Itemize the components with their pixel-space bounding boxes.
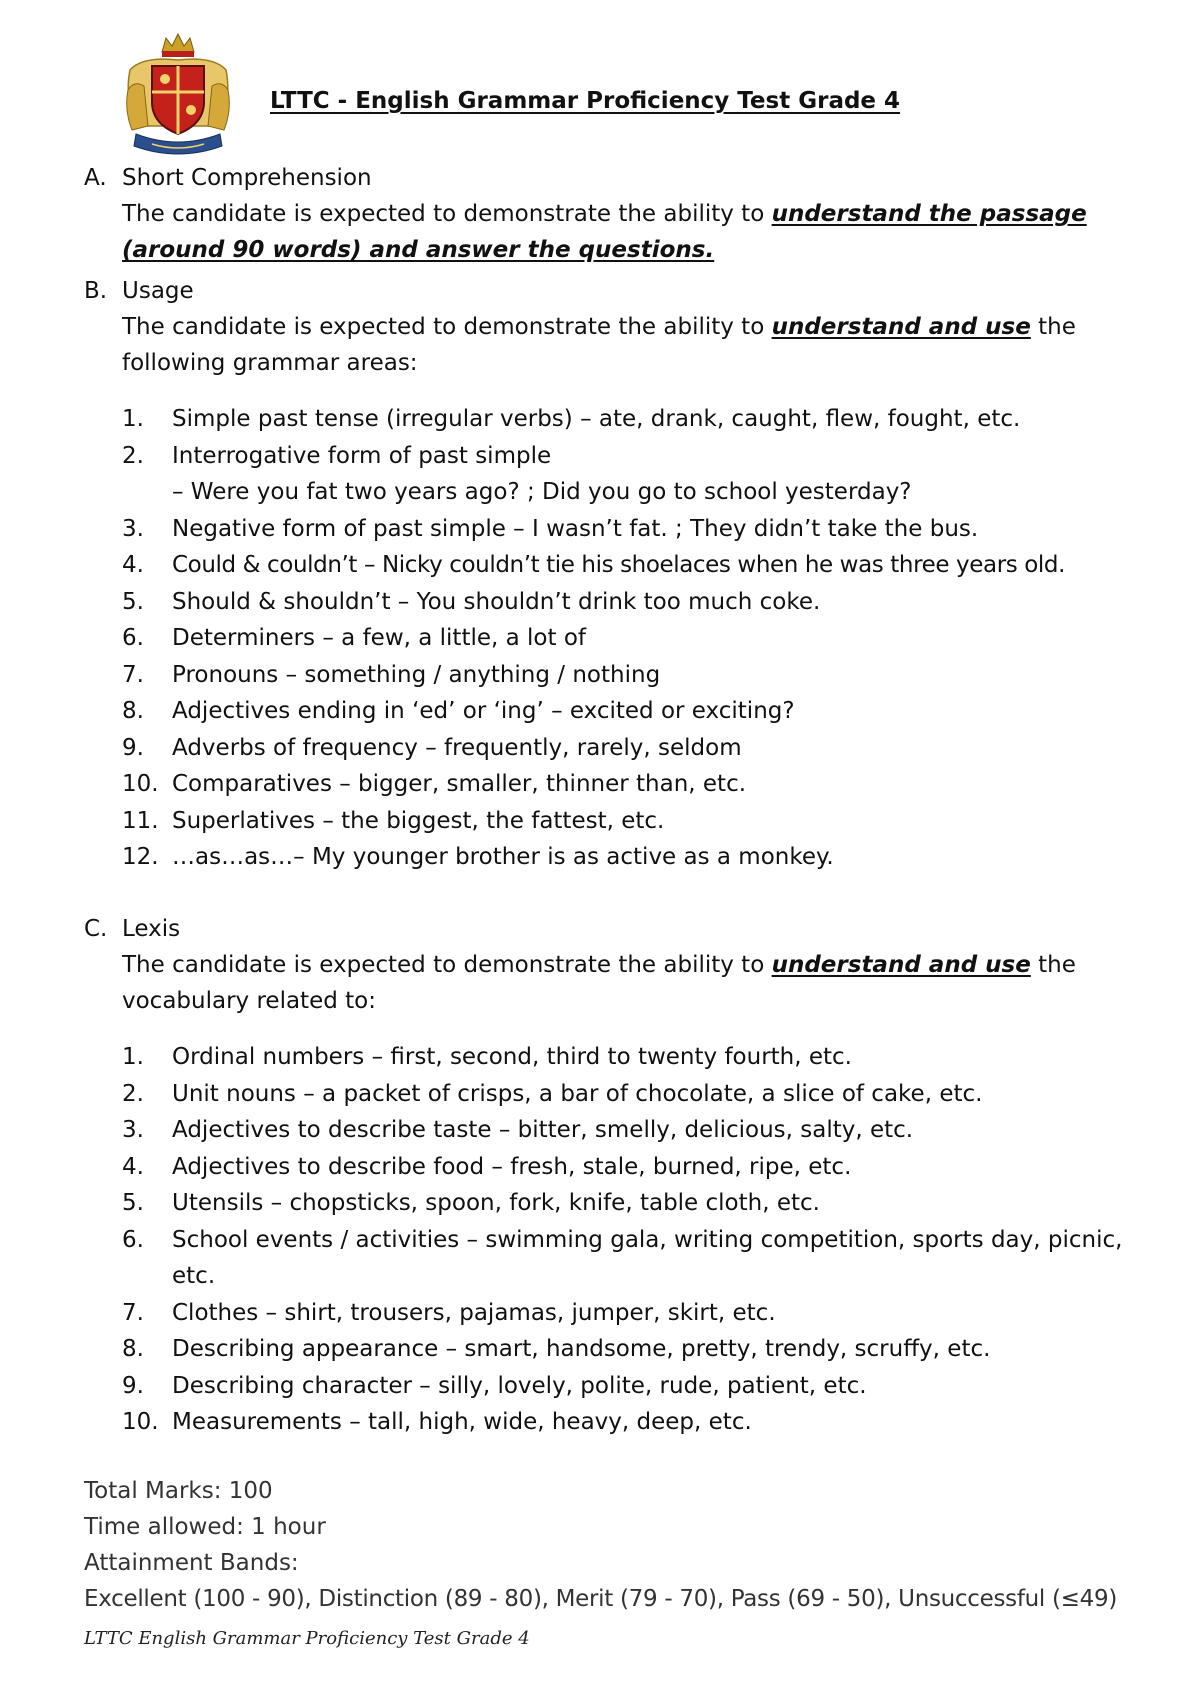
item-number: 6.: [122, 1226, 144, 1253]
item-number: 4.: [122, 552, 144, 578]
section-description: [122, 947, 1134, 1019]
item-text-line: – Were you fat two years ago? ; Did you go to school yesterday?: [172, 479, 912, 505]
list-item: [122, 547, 1134, 584]
item-number: 7.: [122, 661, 144, 688]
item-text: School events / activities – swimming gala, writing competition, sports day, picnic, etc.: [172, 1226, 1123, 1289]
item-text: Describing character – silly, lovely, polite, rude, patient, etc.: [172, 1372, 867, 1399]
item-number: 8.: [122, 698, 144, 724]
bands-label: Attainment Bands:: [84, 1550, 299, 1576]
list-item: [122, 693, 1134, 730]
item-number: 7.: [122, 1299, 144, 1326]
item-text: Utensils – chopsticks, spoon, fork, knife, table cloth, etc.: [172, 1190, 820, 1216]
list-item: [122, 1039, 1134, 1076]
item-number: 10.: [122, 1409, 159, 1435]
item-text: Measurements – tall, high, wide, heavy, deep, etc.: [172, 1409, 752, 1435]
list-item: [122, 1149, 1134, 1186]
section-description: [122, 196, 1134, 268]
item-number: 8.: [122, 1336, 144, 1362]
attainment-bands: Excellent (100 - 90), Distinction (89 - 80), Merit (79 - 70), Pass (69 - 50), Unsuccessful (≤49): [84, 1586, 1117, 1612]
item-number: 11.: [122, 807, 159, 834]
item-number: 10.: [122, 771, 159, 797]
vocabulary-list: [122, 1039, 1134, 1441]
list-item: [122, 1185, 1134, 1222]
section-letter: A.: [84, 165, 107, 191]
list-item: [122, 1076, 1134, 1113]
emphasis-text: understand and use: [771, 952, 1031, 978]
item-text: Adverbs of frequency – frequently, rarely, seldom: [172, 734, 742, 761]
description-text: The candidate is expected to demonstrate the ability to: [122, 952, 772, 978]
section-description: [122, 309, 1134, 381]
item-number: 3.: [122, 1117, 144, 1143]
item-text: Adjectives to describe taste – bitter, smelly, delicious, salty, etc.: [172, 1117, 914, 1143]
item-number: 4.: [122, 1153, 144, 1180]
total-marks: Total Marks: 100: [84, 1478, 273, 1504]
list-item: [122, 438, 1134, 511]
item-number: 5.: [122, 1190, 144, 1216]
item-number: 6.: [122, 625, 144, 651]
item-text: Simple past tense (irregular verbs) – ate, drank, caught, flew, fought, etc.: [172, 406, 1021, 432]
page-title: LTTC - English Grammar Proficiency Test Grade 4: [270, 88, 901, 114]
item-text: Could & couldn’t – Nicky couldn’t tie his shoelaces when he was three years old.: [172, 552, 1066, 578]
item-text: Negative form of past simple – I wasn’t fat. ; They didn’t take the bus.: [172, 515, 979, 542]
list-item: [122, 657, 1134, 694]
item-text: Pronouns – something / anything / nothing: [172, 661, 661, 688]
item-text: Superlatives – the biggest, the fattest, etc.: [172, 807, 665, 834]
item-number: 9.: [122, 734, 144, 761]
item-number: 12.: [122, 844, 159, 870]
coat-of-arms-icon: [122, 30, 234, 160]
section-heading: Short Comprehension: [122, 165, 372, 191]
list-item: [122, 803, 1134, 840]
description-text: The candidate is expected to demonstrate the ability to: [122, 314, 772, 340]
item-text: Comparatives – bigger, smaller, thinner than, etc.: [172, 771, 747, 797]
grammar-list: [122, 401, 1134, 876]
item-number: 1.: [122, 406, 144, 432]
exam-info: [84, 1473, 1117, 1617]
section-letter: B.: [84, 278, 108, 304]
item-text: Adjectives ending in ‘ed’ or ‘ing’ – excited or exciting?: [172, 698, 795, 724]
item-text: Determiners – a few, a little, a lot of: [172, 625, 586, 651]
item-text: Should & shouldn’t – You shouldn’t drink too much coke.: [172, 588, 821, 615]
item-number: 5.: [122, 588, 144, 615]
list-item: [122, 1295, 1134, 1332]
list-item: [122, 1368, 1134, 1405]
list-item: [122, 1222, 1134, 1295]
item-number: 2.: [122, 1080, 144, 1107]
description-text: the vocabulary related to:: [122, 952, 1076, 1014]
section-heading: Usage: [122, 278, 194, 304]
item-text: …as…as…– My younger brother is as active as a monkey.: [172, 844, 834, 870]
item-text-line: Interrogative form of past simple: [172, 442, 552, 469]
item-text: Describing appearance – smart, handsome, pretty, trendy, scruffy, etc.: [172, 1336, 991, 1362]
section-heading: Lexis: [122, 916, 181, 942]
item-text: Adjectives to describe food – fresh, stale, burned, ripe, etc.: [172, 1153, 852, 1180]
section-letter: C.: [84, 916, 108, 942]
list-item: [122, 730, 1134, 767]
list-item: [122, 1331, 1134, 1368]
item-number: 9.: [122, 1372, 144, 1399]
item-number: 3.: [122, 515, 144, 542]
item-number: 2.: [122, 442, 144, 469]
item-text: Unit nouns – a packet of crisps, a bar of chocolate, a slice of cake, etc.: [172, 1080, 983, 1107]
item-text: Ordinal numbers – first, second, third to twenty fourth, etc.: [172, 1044, 852, 1070]
section-short-comprehension: [84, 160, 1134, 268]
description-text: the following grammar areas:: [122, 314, 1076, 376]
item-text: [172, 438, 1134, 511]
section-usage: [84, 273, 1134, 876]
running-footer: LTTC English Grammar Proficiency Test Grade 4: [84, 1628, 530, 1649]
list-item: [122, 1404, 1134, 1441]
list-item: [122, 620, 1134, 657]
list-item: [122, 401, 1134, 438]
item-number: 1.: [122, 1044, 144, 1070]
description-text: The candidate is expected to demonstrate the ability to: [122, 201, 772, 227]
list-item: [122, 839, 1134, 876]
time-allowed: Time allowed: 1 hour: [84, 1514, 326, 1540]
item-text: Clothes – shirt, trousers, pajamas, jumper, skirt, etc.: [172, 1299, 776, 1326]
emphasis-text: understand and use: [771, 314, 1031, 340]
emphasis-text: understand the passage (around 90 words) and answer the questions.: [122, 201, 1087, 263]
list-item: [122, 584, 1134, 621]
list-item: [122, 1112, 1134, 1149]
list-item: [122, 766, 1134, 803]
section-lexis: [84, 911, 1134, 1441]
list-item: [122, 511, 1134, 548]
